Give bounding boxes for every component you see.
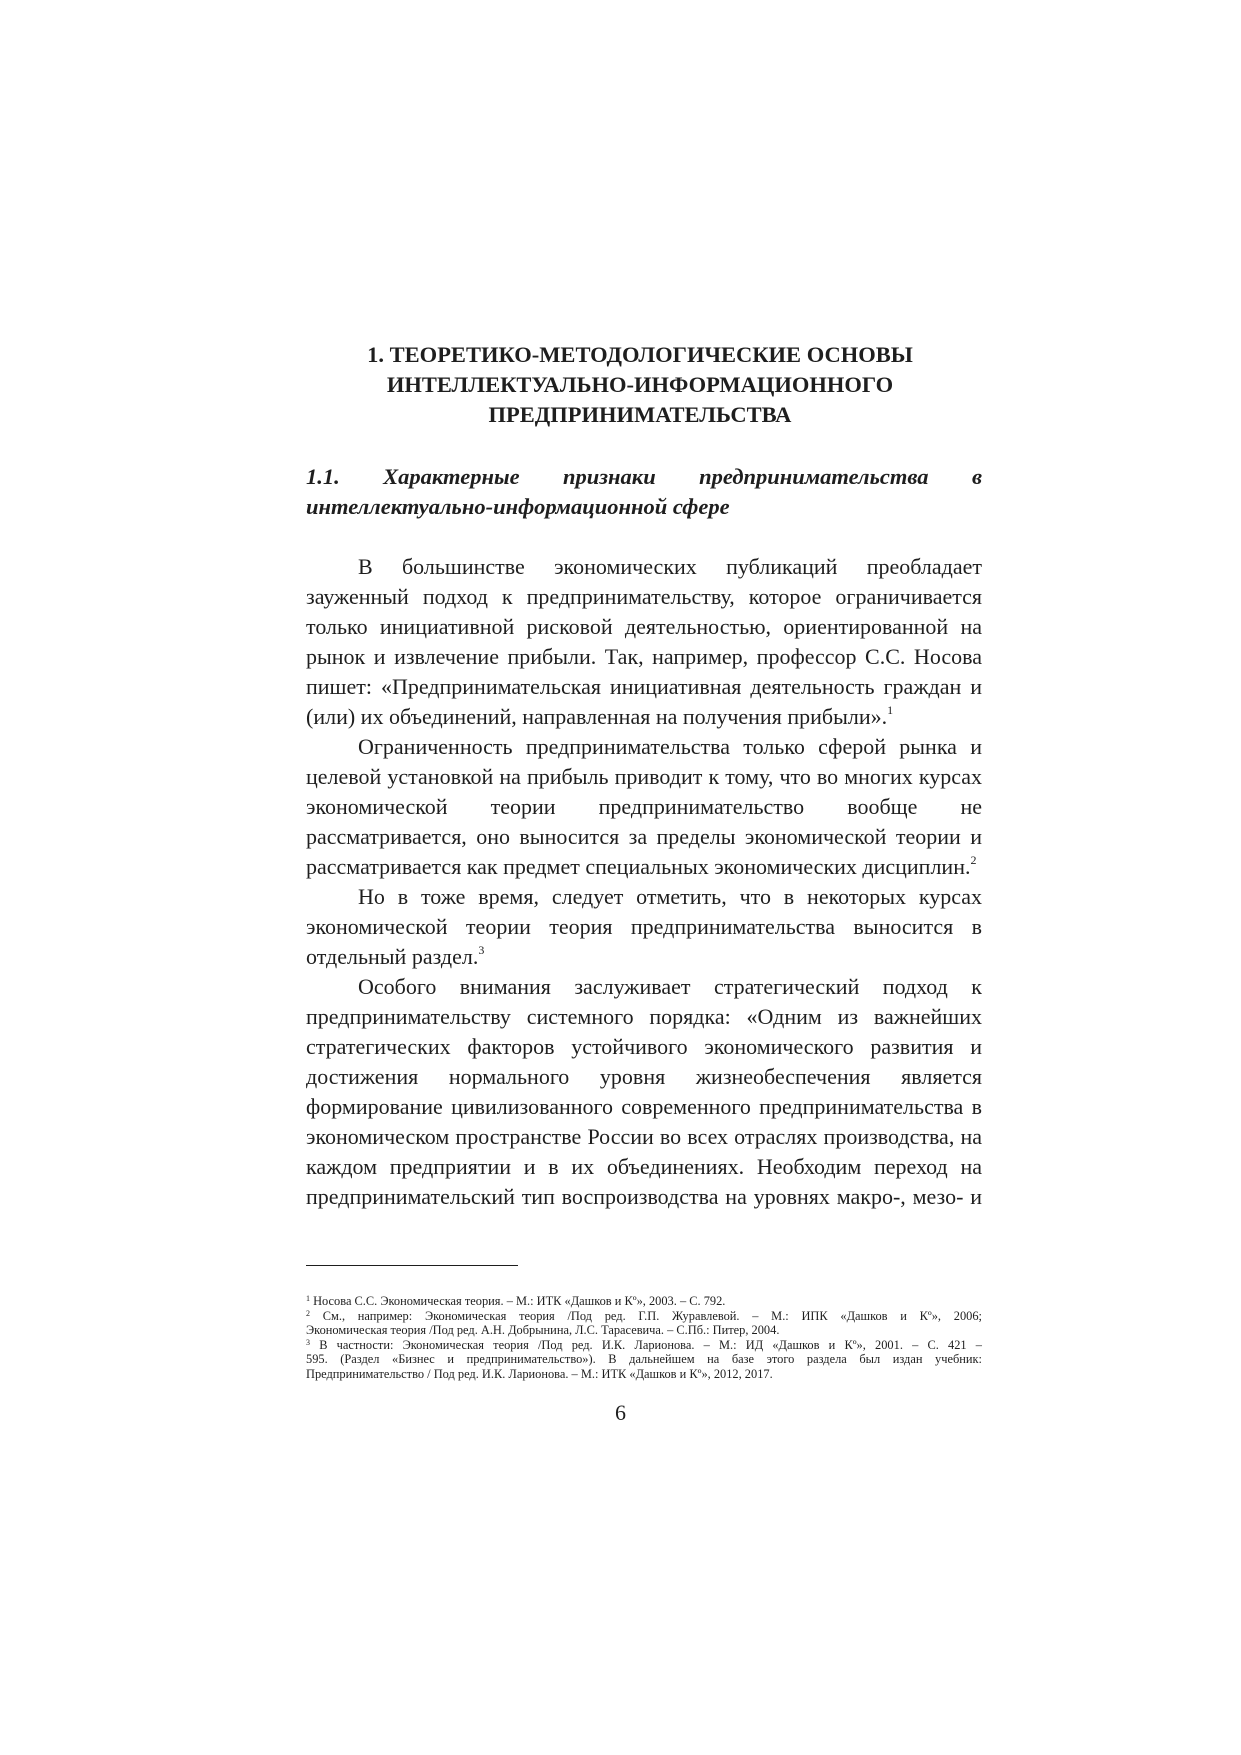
footnote — [306, 1309, 982, 1324]
text-line: целевой установкой на прибыль приводит к тому, что во многих курсах — [306, 764, 982, 789]
footnote-text: Предпринимательство / Под ред. И.К. Ларионова. – М.: ИТК «Дашков и Кº», 2012, 2017. — [306, 1366, 773, 1381]
text-line-with-ref — [306, 852, 982, 882]
text-line: пишет: «Предпринимательская инициативная деятельность граждан и — [306, 674, 982, 699]
text-line: рассматривается как предмет специальных экономических дисциплин. — [306, 854, 971, 879]
text-line: (или) их объединений, направленная на получения прибыли». — [306, 704, 888, 729]
footnote-text: В частности: Экономическая теория /Под ред. И.К. Ларионова. – М.: ИД «Дашков и Кº», 2001. – С. 421 – — [319, 1337, 982, 1352]
footnote-text: См., например: Экономическая теория /Под ред. Г.П. Журавлевой. – М.: ИПК «Дашков и Кº», 2006; — [322, 1308, 982, 1323]
text-line: экономической теории теория предпринимательства выносится в — [306, 914, 982, 939]
section-title — [306, 462, 982, 522]
text-line: экономической теории предпринимательство вообще не — [306, 794, 982, 819]
page-number: 6 — [615, 1400, 626, 1425]
text-line: отдельный раздел. — [306, 944, 479, 969]
body-text — [306, 552, 982, 1212]
footnote-ref: 2 — [970, 853, 977, 867]
footnotes — [306, 1294, 982, 1382]
footnote-divider — [306, 1265, 518, 1266]
footnote-text: Экономическая теория /Под ред. А.Н. Добрынина, Л.С. Тарасевича. – С.Пб.: Питер, 2004. — [306, 1323, 780, 1338]
section-title-line: интеллектуально-информационной сфере — [306, 494, 730, 519]
text-line: формирование цивилизованного современного предпринимательства в — [306, 1094, 982, 1119]
text-line: каждом предприятии и в их объединениях. Необходим переход на — [306, 1154, 982, 1179]
text-line: Ограниченность предпринимательства только сферой рынка и — [358, 734, 982, 759]
footnote — [306, 1338, 982, 1353]
footnote-number: 3 — [306, 1337, 310, 1347]
footnote-ref: 1 — [887, 703, 894, 717]
text-line: Особого внимания заслуживает стратегический подход к — [358, 974, 982, 999]
section-title-line: 1.1. Характерные признаки предпринимательства в — [306, 464, 982, 489]
chapter-title-line: 1. ТЕОРЕТИКО-МЕТОДОЛОГИЧЕСКИЕ ОСНОВЫ — [367, 342, 913, 367]
footnote-text: 595. (Раздел «Бизнес и предпринимательство»). В дальнейшем на базе этого раздела был издан учебник: — [306, 1352, 982, 1367]
footnote — [306, 1294, 982, 1309]
chapter-title-line: ИНТЕЛЛЕКТУАЛЬНО-ИНФОРМАЦИОННОГО — [386, 372, 894, 397]
footnote-number: 1 — [306, 1294, 310, 1303]
chapter-title — [300, 340, 980, 430]
text-line: стратегических факторов устойчивого экономического развития и — [306, 1034, 982, 1059]
text-line-with-ref — [306, 702, 982, 732]
chapter-title-line: ПРЕДПРИНИМАТЕЛЬСТВА — [488, 402, 792, 427]
text-line: В большинстве экономических публикаций преобладает — [358, 554, 982, 579]
text-line: предпринимательству системного порядка: «Одним из важнейших — [306, 1004, 982, 1029]
text-line-with-ref — [306, 942, 982, 972]
footnote-text: Носова С.С. Экономическая теория. – М.: ИТК «Дашков и Кº», 2003. – С. 792. — [313, 1294, 726, 1308]
text-line: предпринимательский тип воспроизводства на уровнях макро-, мезо- и — [306, 1184, 982, 1209]
text-line: зауженный подход к предпринимательству, которое ограничивается — [306, 584, 982, 609]
footnote-number: 2 — [306, 1308, 310, 1318]
text-line: экономическом пространстве России во всех отраслях производства, на — [306, 1124, 982, 1149]
text-line: рынок и извлечение прибыли. Так, например, профессор С.С. Носова — [306, 644, 982, 669]
text-line: достижения нормального уровня жизнеобеспечения является — [306, 1064, 982, 1089]
footnote-ref: 3 — [478, 943, 485, 957]
text-line: только инициативной рисковой деятельностью, ориентированной на — [306, 614, 982, 639]
text-line: рассматривается, оно выносится за пределы экономической теории и — [306, 824, 982, 849]
text-line: Но в тоже время, следует отметить, что в некоторых курсах — [358, 884, 982, 909]
